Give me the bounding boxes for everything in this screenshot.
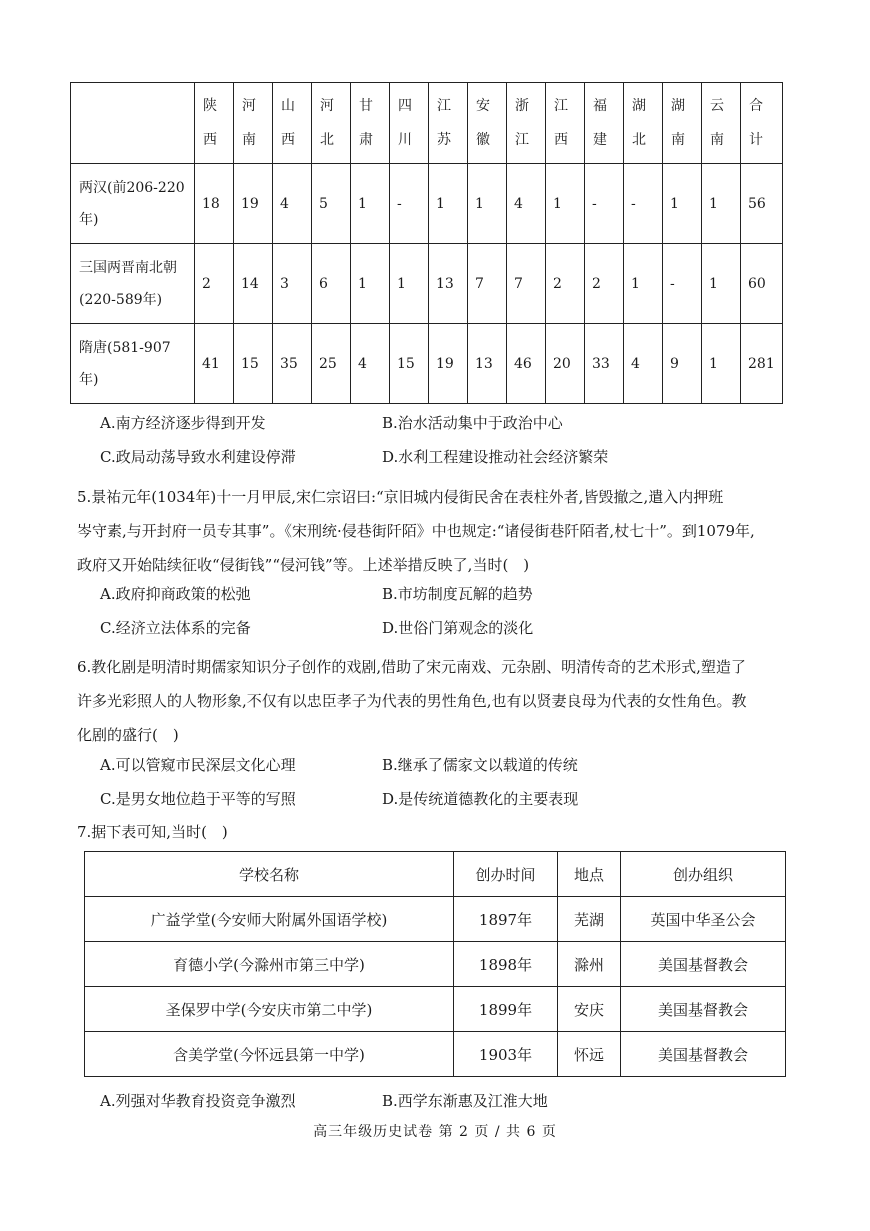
table-cell: 1 [702, 324, 741, 404]
table-row [85, 897, 786, 942]
table-cell: 46 [507, 324, 546, 404]
option-a[interactable]: A.可以管窥市民深层文化心理 [100, 756, 296, 774]
header-char: 陕 [203, 98, 217, 114]
table-row [85, 1032, 786, 1077]
province-header [351, 83, 390, 164]
table-row [71, 244, 783, 324]
option-d[interactable]: D.世俗门第观念的淡化 [382, 619, 534, 637]
table-cell: 1 [351, 164, 390, 244]
table-cell: 1903年 [454, 1032, 558, 1077]
table-cell: 15 [234, 324, 273, 404]
table-cell: 广益学堂(今安师大附属外国语学校) [85, 897, 454, 942]
province-header [585, 83, 624, 164]
table-corner-cell [71, 83, 195, 164]
option-a[interactable]: A.政府抑商政策的松弛 [100, 585, 251, 603]
header-char: 川 [398, 132, 412, 148]
option-b[interactable]: B.继承了儒家文以载道的传统 [382, 756, 578, 774]
header-char: 建 [593, 132, 607, 148]
table-cell: 18 [195, 164, 234, 244]
table-cell: 1897年 [454, 897, 558, 942]
table-cell: 14 [234, 244, 273, 324]
header-char: 肃 [359, 132, 373, 148]
q5-options-row-1 [100, 582, 840, 606]
table-row [85, 942, 786, 987]
header-char: 甘 [359, 98, 373, 114]
table-cell: 35 [273, 324, 312, 404]
option-c[interactable]: C.是男女地位趋于平等的写照 [100, 790, 296, 808]
table-header-row [85, 852, 786, 897]
table-cell: 芜湖 [558, 897, 621, 942]
table-cell: 美国基督教会 [621, 942, 786, 987]
table-cell: 4 [273, 164, 312, 244]
option-b[interactable]: B.治水活动集中于政治中心 [382, 414, 563, 432]
header-char: 江 [515, 132, 529, 148]
table-cell: 1 [351, 244, 390, 324]
table-cell: 安庆 [558, 987, 621, 1032]
table-cell: 1 [702, 244, 741, 324]
table-cell: 2 [546, 244, 585, 324]
header-char: 江 [437, 98, 451, 114]
total-header [741, 83, 783, 164]
table-cell: 5 [312, 164, 351, 244]
table-cell: 1899年 [454, 987, 558, 1032]
table-cell: 美国基督教会 [621, 987, 786, 1032]
question-5-stem: 5.景祐元年(1034年)十一月甲辰,宋仁宗诏曰:“京旧城内侵街民舍在表柱外者,皆毁撤之,遣入内押班 岑守素,与开封府一员专其事”。《宋刑统·侵巷街阡陌》中也规定:“诸侵街巷阡陌者,杖七十”。到1079年, 政府又开始陆续征收“侵街钱”“侵河钱”等。上述举措反映了,当时( ) [77, 488, 755, 574]
header-char: 北 [632, 132, 646, 148]
province-header [429, 83, 468, 164]
period-label: 隋唐(581-907 年) [71, 324, 195, 404]
province-header [546, 83, 585, 164]
option-b[interactable]: B.西学东渐惠及江淮大地 [382, 1092, 548, 1110]
option-c[interactable]: C.经济立法体系的完备 [100, 619, 251, 637]
province-header [702, 83, 741, 164]
header-char: 西 [281, 132, 295, 148]
table-cell: 圣保罗中学(今安庆市第二中学) [85, 987, 454, 1032]
header-char: 南 [671, 132, 685, 148]
header-char: 江 [554, 98, 568, 114]
option-c[interactable]: C.政局动荡导致水利建设停滞 [100, 448, 296, 466]
header-char: 云 [710, 98, 724, 114]
table-cell: 1 [429, 164, 468, 244]
province-header [624, 83, 663, 164]
total-cell: 281 [741, 324, 783, 404]
q4-options-row-2 [100, 445, 840, 469]
header-char: 西 [554, 132, 568, 148]
question-6-stem: 6.教化剧是明清时期儒家知识分子创作的戏剧,借助了宋元南戏、元杂剧、明清传奇的艺术形式,塑造了 许多光彩照人的人物形象,不仅有以忠臣孝子为代表的男性角色,也有以贤妻良母为代表的女性角色。教 化剧的盛行( ) [77, 658, 747, 744]
option-b[interactable]: B.市坊制度瓦解的趋势 [382, 585, 533, 603]
q6-options-row-1 [100, 753, 840, 777]
header-char: 浙 [515, 98, 529, 114]
table-cell: 6 [312, 244, 351, 324]
column-header: 创办时间 [454, 852, 558, 897]
header-char: 河 [320, 98, 334, 114]
table-cell: 4 [624, 324, 663, 404]
header-char: 合 [749, 98, 763, 114]
table-cell: 2 [585, 244, 624, 324]
table-cell: 育德小学(今滁州市第三中学) [85, 942, 454, 987]
period-label: 两汉(前206-220 年) [71, 164, 195, 244]
table-cell: - [390, 164, 429, 244]
option-a[interactable]: A.南方经济逐步得到开发 [100, 414, 266, 432]
table-cell: 4 [351, 324, 390, 404]
table-cell: 1 [546, 164, 585, 244]
table-cell: 41 [195, 324, 234, 404]
table-cell: 1898年 [454, 942, 558, 987]
province-header [312, 83, 351, 164]
table-cell: 1 [468, 164, 507, 244]
q7-options-row-1 [100, 1089, 840, 1113]
table-cell: 19 [234, 164, 273, 244]
header-char: 南 [242, 132, 256, 148]
table-row [71, 164, 783, 244]
table-cell: 怀远 [558, 1032, 621, 1077]
table-cell: 20 [546, 324, 585, 404]
table-cell: 9 [663, 324, 702, 404]
province-header [234, 83, 273, 164]
header-char: 北 [320, 132, 334, 148]
total-cell: 60 [741, 244, 783, 324]
table-cell: - [624, 164, 663, 244]
schools-table [84, 851, 786, 1077]
header-char: 徽 [476, 132, 490, 148]
province-header [273, 83, 312, 164]
table-cell: 25 [312, 324, 351, 404]
table-cell: 4 [507, 164, 546, 244]
option-a[interactable]: A.列强对华教育投资竞争激烈 [100, 1092, 296, 1110]
table-cell: 7 [468, 244, 507, 324]
question-7-stem: 7.据下表可知,当时( ) [77, 823, 228, 841]
header-char: 福 [593, 98, 607, 114]
option-d[interactable]: D.是传统道德教化的主要表现 [382, 790, 579, 808]
table-cell: 7 [507, 244, 546, 324]
table-cell: 含美学堂(今怀远县第一中学) [85, 1032, 454, 1077]
total-cell: 56 [741, 164, 783, 244]
table-cell: 13 [429, 244, 468, 324]
table-cell: 2 [195, 244, 234, 324]
header-char: 山 [281, 98, 295, 114]
table-row [85, 987, 786, 1032]
column-header: 创办组织 [621, 852, 786, 897]
province-header [195, 83, 234, 164]
column-header: 地点 [558, 852, 621, 897]
table-cell: 13 [468, 324, 507, 404]
header-char: 湖 [671, 98, 685, 114]
table-cell: 1 [624, 244, 663, 324]
header-char: 湖 [632, 98, 646, 114]
table-cell: 英国中华圣公会 [621, 897, 786, 942]
table-cell: - [663, 244, 702, 324]
table-cell: - [585, 164, 624, 244]
header-char: 计 [749, 132, 763, 148]
table-cell: 19 [429, 324, 468, 404]
q5-options-row-2 [100, 616, 840, 640]
table-row [71, 324, 783, 404]
header-char: 西 [203, 132, 217, 148]
table-cell: 3 [273, 244, 312, 324]
option-d[interactable]: D.水利工程建设推动社会经济繁荣 [382, 448, 609, 466]
period-label: 三国两晋南北朝 (220-589年) [71, 244, 195, 324]
header-char: 南 [710, 132, 724, 148]
table-cell: 1 [702, 164, 741, 244]
table-cell: 1 [663, 164, 702, 244]
province-header [663, 83, 702, 164]
header-char: 苏 [437, 132, 451, 148]
table-cell: 1 [390, 244, 429, 324]
province-header [507, 83, 546, 164]
q4-options-row-1 [100, 411, 840, 435]
table-header-row [71, 83, 783, 164]
province-header [468, 83, 507, 164]
table-cell: 15 [390, 324, 429, 404]
table-cell: 滁州 [558, 942, 621, 987]
column-header: 学校名称 [85, 852, 454, 897]
header-char: 四 [398, 98, 412, 114]
table-cell: 33 [585, 324, 624, 404]
header-char: 河 [242, 98, 256, 114]
header-char: 安 [476, 98, 490, 114]
water-projects-table [70, 82, 783, 404]
page-footer: 高三年级历史试卷 第 2 页 / 共 6 页 [313, 1124, 557, 1140]
table-cell: 美国基督教会 [621, 1032, 786, 1077]
province-header [390, 83, 429, 164]
q6-options-row-2 [100, 787, 840, 811]
